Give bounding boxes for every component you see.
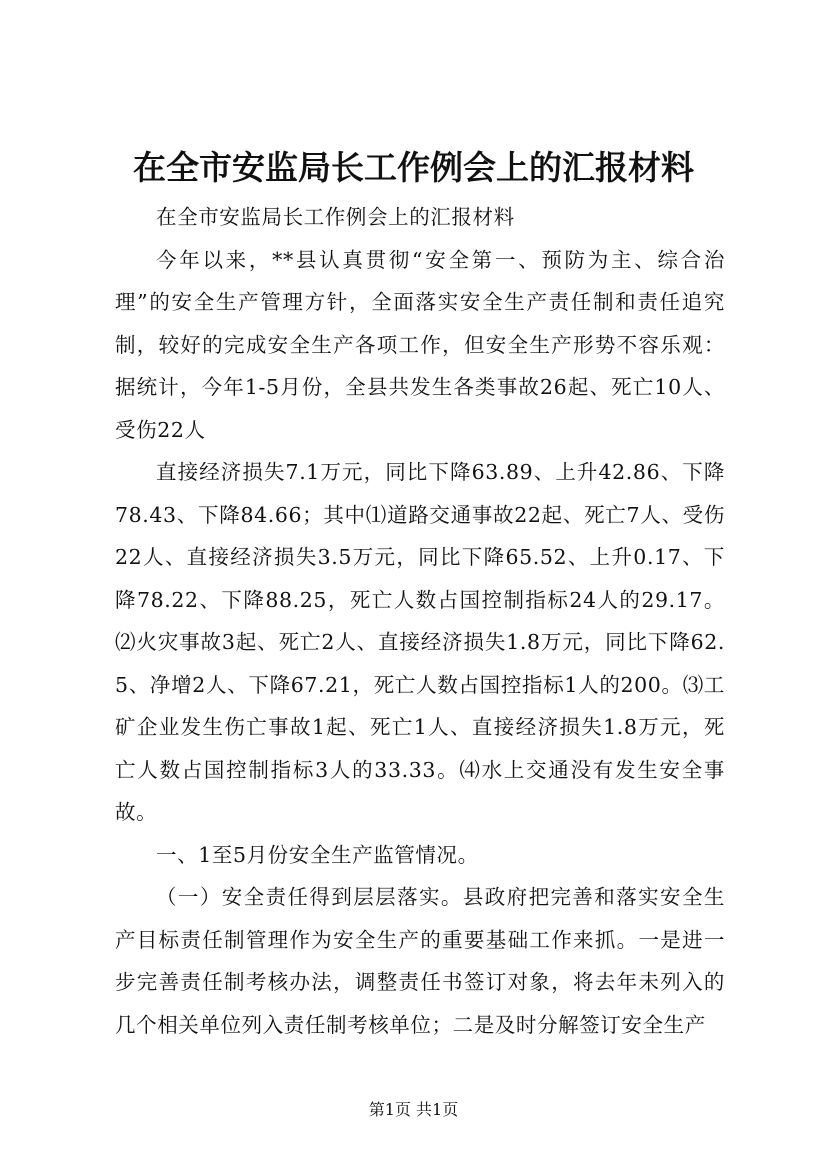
document-body [115, 196, 725, 1046]
paragraph-statistics: 直接经济损失7.1万元，同比下降63.89、上升42.86、下降78.43、下降84.66；其中⑴道路交通事故22起、死亡7人、受伤22人、直接经济损失3.5万元，同比下降65.52、上升0.17、下降78.22、下降88.25，死亡人数占国控制指标24人的29.17。⑵火灾事故3起、死亡2人、直接经济损失1.8万元，同比下降62.5、净增2人、下降67.21，死亡人数占国控指标1人的200。⑶工矿企业发生伤亡事故1起、死亡1人、直接经济损失1.8万元，死亡人数占国控制指标3人的33.33。⑷水上交通没有发生安全事故。 [115, 460, 725, 824]
paragraph-subtitle: 在全市安监局长工作例会上的汇报材料 [156, 205, 515, 229]
paragraph-section-heading: 一、1至5月份安全生产监管情况。 [156, 842, 479, 867]
paragraph-overview: 今年以来，**县认真贯彻“安全第一、预防为主、综合治理”的安全生产管理方针，全面落实安全生产责任制和责任追究制，较好的完成安全生产各项工作，但安全生产形势不容乐观：据统计，今年1-5月份，全县共发生各类事故26起、死亡10人、受伤22人 [115, 247, 725, 442]
page-footer: 第1页 共1页 [368, 1100, 459, 1119]
document-title: 在全市安监局长工作例会上的汇报材料 [133, 148, 694, 187]
paragraph-responsibility: （一）安全责任得到层层落实。县政府把完善和落实安全生产目标责任制管理作为安全生产的重要基础工作来抓。一是进一步完善责任制考核办法，调整责任书签订对象，将去年未列入的几个相关单位列入责任制考核单位；二是及时分解签订安全生产 [115, 885, 725, 1037]
